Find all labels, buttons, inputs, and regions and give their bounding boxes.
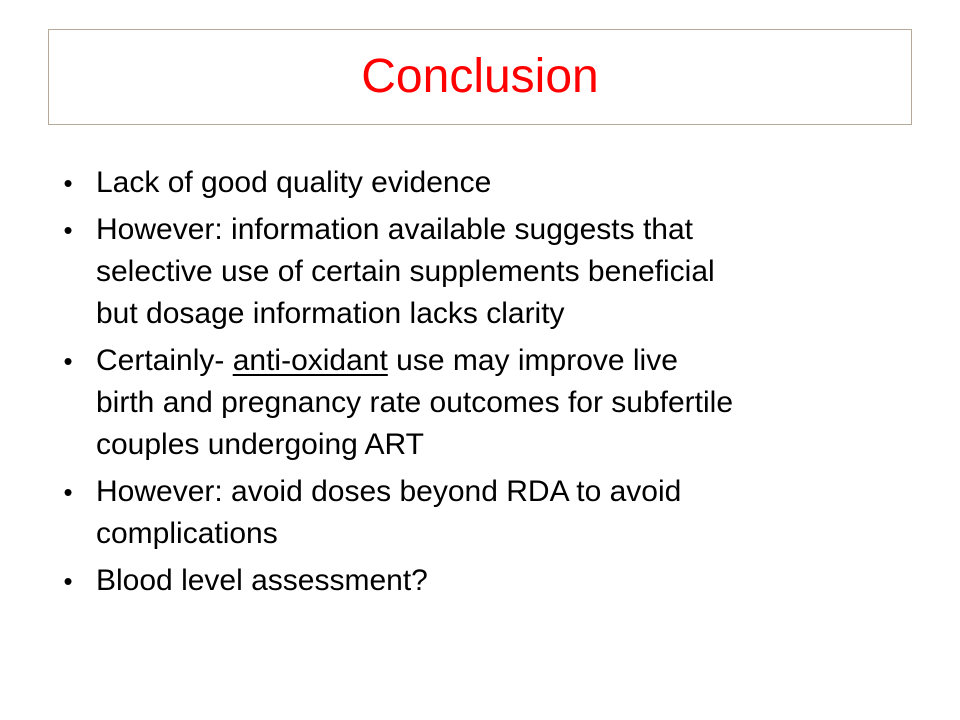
bullet-item <box>58 162 918 204</box>
bullet-line: but dosage information lacks clarity <box>96 297 565 330</box>
bullet-list <box>58 162 918 607</box>
bullet-item <box>58 340 918 466</box>
bullet-text-segment: use may improve live <box>387 344 678 377</box>
bullet-icon: • <box>63 566 73 596</box>
bullet-text-segment: Certainly- <box>96 344 233 377</box>
bullet-line: birth and pregnancy rate outcomes for subfertile <box>96 386 734 419</box>
bullet-icon: • <box>63 168 73 198</box>
title-box <box>48 29 912 125</box>
bullet-line: Blood level assessment? <box>96 564 428 597</box>
bullet-item <box>58 471 918 555</box>
bullet-line: complications <box>96 517 278 550</box>
bullet-line: couples undergoing ART <box>96 428 425 461</box>
bullet-item <box>58 209 918 335</box>
bullet-icon: • <box>63 346 73 376</box>
bullet-line: However: avoid doses beyond RDA to avoid <box>96 475 682 508</box>
bullet-line <box>96 340 918 382</box>
slide-title: Conclusion <box>361 50 599 103</box>
bullet-line: However: information available suggests that <box>96 213 693 246</box>
bullet-icon: • <box>63 477 73 507</box>
bullet-line: selective use of certain supplements beneficial <box>96 255 715 288</box>
underlined-term: anti-oxidant <box>232 344 388 377</box>
bullet-line: Lack of good quality evidence <box>96 166 492 199</box>
bullet-item <box>58 560 918 602</box>
bullet-icon: • <box>63 215 73 245</box>
